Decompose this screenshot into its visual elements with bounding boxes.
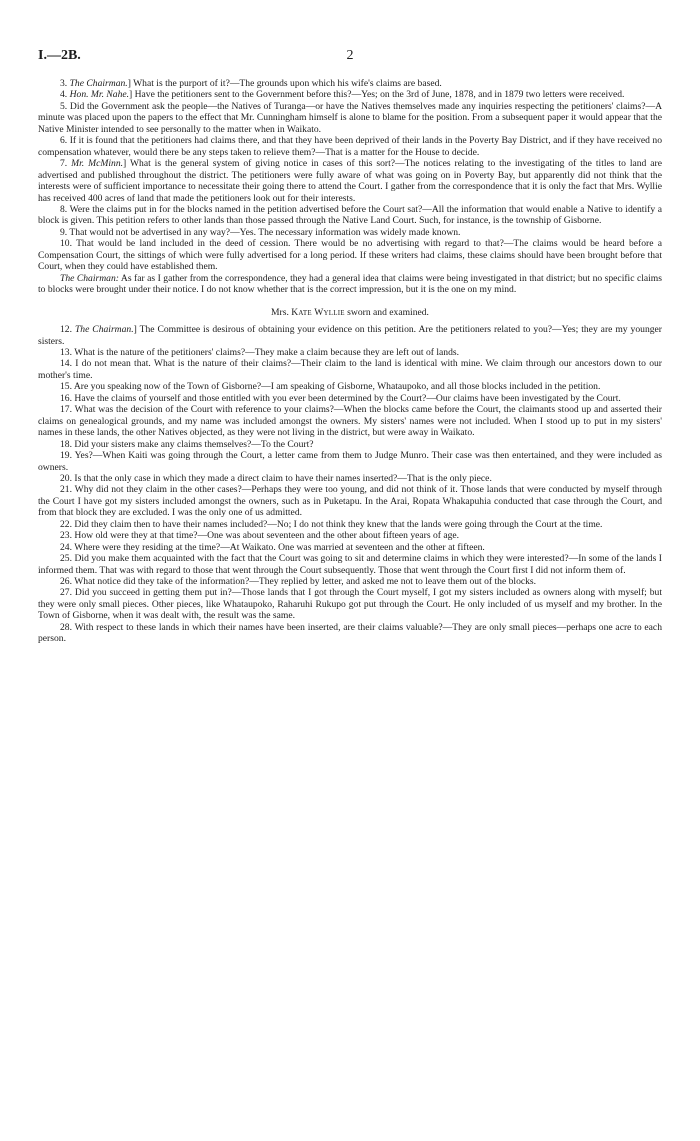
- question-24: 24. Where were they residing at the time?—At Waikato. One was married at seventeen and the other at fifteen.: [60, 541, 485, 553]
- page-header: [38, 50, 662, 78]
- question-22: 22. Did they claim then to have their names included?—No; I do not think they knew that the lands were going through the Court at the time.: [60, 518, 603, 530]
- question-3: 3. The Chairman.] What is the purport of it?—The grounds upon which his wife's claims are based.: [60, 78, 442, 89]
- evidence-section-2: [38, 324, 662, 645]
- paper-reference: I.—2B.: [38, 48, 81, 63]
- question-6: 6. If it is found that the petitioners had claims there, and that they have been deprived of their lands in the Poverty Bay District, and if they have received no compensation whatever, would there be any steps taken to relieve them?—That is a matter for the House to decide.: [38, 135, 662, 158]
- question-25: 25. Did you make them acquainted with the fact that the Court was going to sit and determine claims in which they were interested?—In some of the lands I informed them. That was with regard to those that went through the Court subsequently. Those that went through the Court first I did not inform them of.: [38, 553, 662, 576]
- question-7: 7. Mr. McMinn.] What is the general system of giving notice in cases of this sort?—The notices relating to the investigating of the titles to land are advertised and published throughout the district. The petitioners were fully aware of what was going on in Poverty Bay, but apparently did not think that the interests were of sufficient importance to necessitate their going there to attend the Court. I gather from the correspondence that it is only the fact that Mrs. Wyllie has received 400 acres of land that made the petitioners look out for their interests.: [38, 158, 662, 204]
- question-14: 14. I do not mean that. What is the nature of their claims?—Their claim to the land is identical with mine. We claim through our ancestors down to our mother's time.: [38, 358, 662, 381]
- page-number: 2: [346, 48, 354, 63]
- question-16: 16. Have the claims of yourself and those entitled with you ever been determined by the Court?—Our claims have been investigated by the Court.: [60, 392, 621, 404]
- question-18: 18. Did your sisters make any claims themselves?—To the Court?: [60, 438, 314, 450]
- question-9: 9. That would not be advertised in any way?—Yes. The necessary information was widely made known.: [60, 226, 461, 238]
- question-13: 13. What is the nature of the petitioners' claims?—They make a claim because they are left out of lands.: [60, 346, 460, 358]
- witness-heading: Mrs. Kate Wyllie sworn and examined.: [271, 306, 429, 318]
- question-5: 5. Did the Government ask the people—the Natives of Turanga—or have the Natives themselves made any inquiries respecting the petitioners' claims?—A minute was placed upon the papers to the effect that Mr. Cunningham himself is alone to blame for the position. From a subsequent paper it would appear that the Native Minister intended to see personally to the matter when in Waikato.: [38, 100, 662, 135]
- question-27: 27. Did you succeed in getting them put in?—Those lands that I got through the Court myself, I got my sisters included as owners along with myself; but they were only small pieces. Other pieces, like Whataupoko, Raharuhi Rukupo got put through the Court. He only included of us myself and my brother. In the Town of Gisborne, when it was dealt with, the result was the same.: [38, 587, 662, 622]
- question-28: 28. With respect to these lands in which their names have been inserted, are their claims valuable?—They are only small pieces—perhaps one acre to each person.: [38, 621, 662, 645]
- question-15: 15. Are you speaking now of the Town of Gisborne?—I am speaking of Gisborne, Whataupoko, and all those blocks included in the petition.: [60, 381, 601, 393]
- question-19: 19. Yes?—When Kaiti was going through the Court, a letter came from them to Judge Munro. Their case was then entertained, and they were included as owners.: [38, 450, 662, 473]
- question-21: 21. Why did not they claim in the other cases?—Perhaps they were too young, and did not think of it. Those lands that were conducted by myself through the Court I have got my sisters included amongst the owners, such as in Puketapu. In the Arai, Ropata Whakapuhia conducted that case through the Court, and from that block they are excluded. I was the only one of us admitted.: [38, 484, 662, 519]
- question-20: 20. Is that the only case in which they made a direct claim to have their names inserted?—That is the only piece.: [60, 472, 492, 484]
- question-10: 10. That would be land included in the deed of cession. There would be no advertising with regard to that?—The claims would be heard before a Compensation Court, the sittings of which were fully advertised for a long period. If these writers had claims, these claims should have been brought before that Court, when they could have established them.: [38, 238, 662, 273]
- question-4: 4. Hon. Mr. Nahe.] Have the petitioners sent to the Government before this?—Yes; on the 3rd of June, 1878, and in 1879 two letters were received.: [60, 89, 625, 101]
- chairman-remark: The Chairman: As far as I gather from the correspondence, they had a general idea that claims were being investigated in that district; but no specific claims to blocks were brought under their notice. I do not know whether that is the correct impression, but it is the one on my mind.: [38, 272, 662, 296]
- question-26: 26. What notice did they take of the information?—They replied by letter, and asked me not to leave them out of the blocks.: [60, 576, 537, 588]
- document-page: [38, 50, 662, 645]
- question-12: 12. The Chairman.] The Committee is desirous of obtaining your evidence on this petition. Are the petitioners related to you?—Yes; they are my younger sisters.: [38, 324, 662, 347]
- question-8: 8. Were the claims put in for the blocks named in the petition advertised before the Court sat?—All the information that would enable a Native to identify a block is given. This petition refers to other lands than those passed through the Native Land Court. Such, for instance, is the township of Gisborne.: [38, 203, 662, 227]
- question-17: 17. What was the decision of the Court with reference to your claims?—When the blocks came before the Court, the claimants stood up and asserted their claims on genealogical grounds, and my name was included amongst the owners. My sisters' names were not included. When I stood up to put in my sisters' names in these lands, the other Natives objected, as they were not living in the district, but were away in Waikato.: [38, 404, 662, 439]
- evidence-section-1: [38, 78, 662, 296]
- question-23: 23. How old were they at that time?—One was about seventeen and the other about fifteen years of age.: [60, 530, 460, 542]
